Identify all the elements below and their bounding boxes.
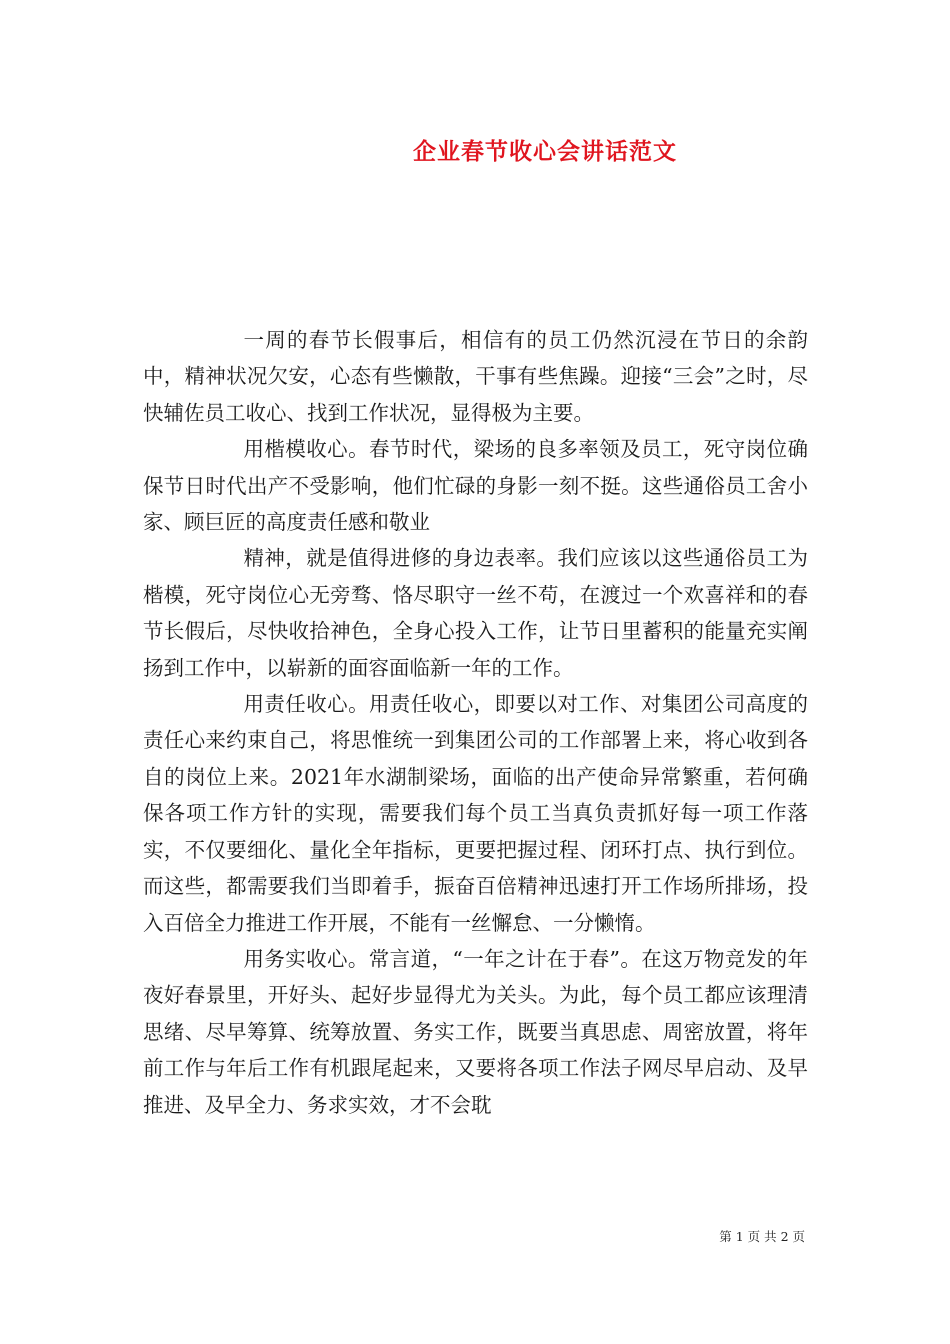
- document-body: [143, 322, 808, 1123]
- page-number: 第 1 页 共 2 页: [719, 1229, 805, 1244]
- document-title: 企业春节收心会讲话范文: [413, 138, 677, 165]
- paragraph: 精神，就是值得进修的身边表率。我们应该以这些通俗员工为楷模，死守岗位心无旁骛、恪尽职守一丝不苟，在渡过一个欢喜祥和的春节长假后，尽快收拾神色，全身心投入工作，让节日里蓄积的能量充实阐扬到工作中，以崭新的面容面临新一年的工作。: [143, 546, 808, 680]
- paragraph: 用楷模收心。春节时代，梁场的良多率领及员工，死守岗位确保节日时代出产不受影响，他们忙碌的身影一刻不挺。这些通俗员工舍小家、顾巨匠的高度责任感和敬业: [143, 437, 808, 535]
- paragraph: 用责任收心。用责任收心，即要以对工作、对集团公司高度的责任心来约束自己，将思惟统一到集团公司的工作部署上来，将心收到各自的岗位上来。2021年水湖制梁场，面临的出产使命异常繁重，若何确保各项工作方针的实现，需要我们每个员工当真负责抓好每一项工作落实，不仅要细化、量化全年指标，更要把握过程、闭环打点、执行到位。而这些，都需要我们当即着手，振奋百倍精神迅速打开工作场所排场，投入百倍全力推进工作开展，不能有一丝懈怠、一分懒惰。: [143, 692, 808, 935]
- paragraph: 用务实收心。常言道，“一年之计在于春”。在这万物竞发的年夜好春景里，开好头、起好步显得尤为关头。为此，每个员工都应该理清思绪、尽早筹算、统筹放置、务实工作，既要当真思虑、周密放置，将年前工作与年后工作有机跟尾起来，又要将各项工作法子网尽早启动、及早推进、及早全力、务求实效，才不会耽: [143, 946, 808, 1117]
- paragraph: 一周的春节长假事后，相信有的员工仍然沉浸在节日的余韵中，精神状况欠安，心态有些懒散，干事有些焦躁。迎接“三会”之时，尽快辅佐员工收心、找到工作状况，显得极为主要。: [143, 328, 808, 425]
